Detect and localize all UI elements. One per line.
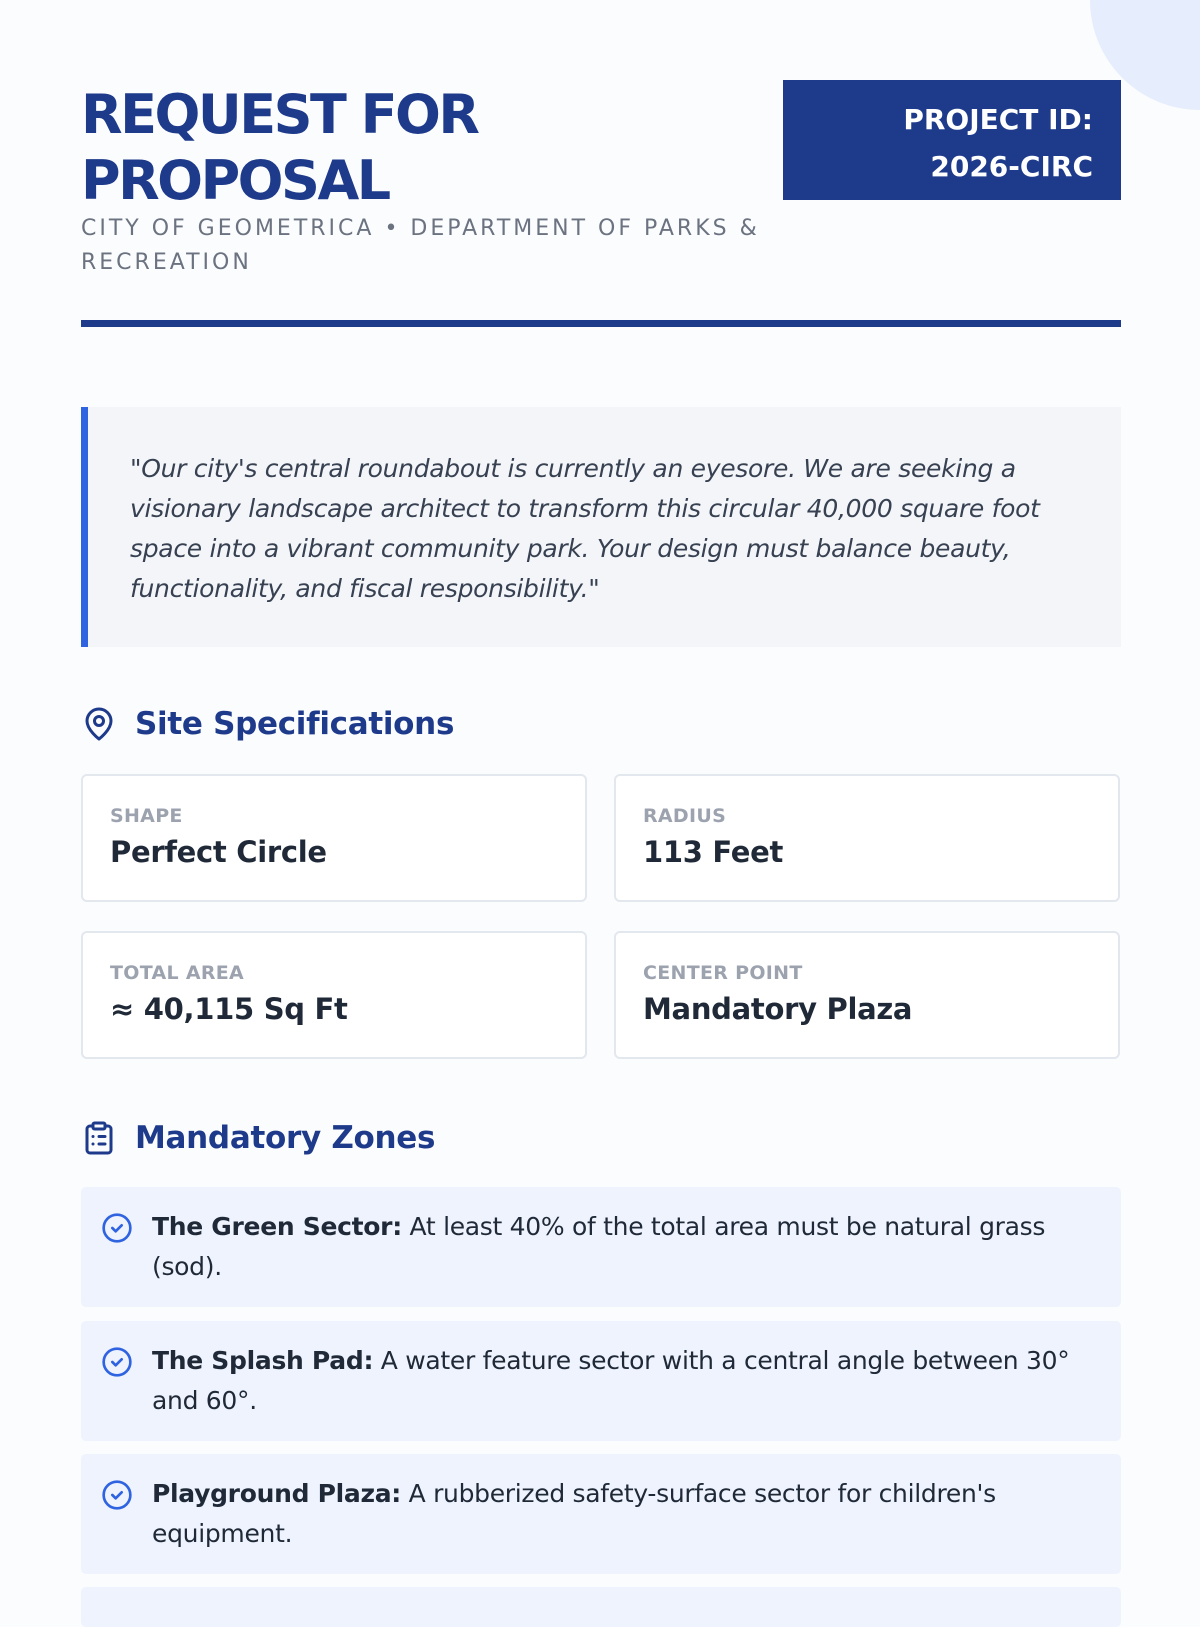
spec-card-radius <box>614 774 1120 902</box>
spec-value: 113 Feet <box>643 835 784 869</box>
zone-detail: At least 40% of the total area must be natural grass (sod). <box>152 1212 1046 1281</box>
spec-value: ≈ 40,115 Sq Ft <box>110 992 348 1026</box>
project-id-label: PROJECT ID: <box>903 103 1093 136</box>
project-id-badge <box>783 80 1121 200</box>
mandatory-zones-heading <box>81 1116 435 1160</box>
map-pin-icon <box>81 704 117 744</box>
mandatory-zones-title: Mandatory Zones <box>135 1120 436 1156</box>
zone-detail: A water feature sector with a central angle between 30° and 60°. <box>152 1346 1070 1415</box>
department-subtitle: CITY OF GEOMETRICA • DEPARTMENT OF PARKS & RECREATION <box>81 216 760 275</box>
header <box>81 0 1121 327</box>
rfp-document <box>81 0 1121 1548</box>
header-divider <box>81 320 1121 327</box>
zone-item-green-sector <box>81 1187 1121 1307</box>
check-circle-icon <box>101 1479 133 1516</box>
zone-description <box>152 1474 1091 1554</box>
clipboard-list-icon <box>81 1118 117 1158</box>
site-specifications-title: Site Specifications <box>135 706 455 742</box>
spec-label: TOTAL AREA <box>110 962 245 984</box>
zone-description <box>152 1341 1091 1421</box>
zone-item-partial <box>81 1587 1121 1627</box>
spec-label: SHAPE <box>110 805 183 827</box>
zone-detail: A rubberized safety-surface sector for children's equipment. <box>152 1479 996 1548</box>
spec-label: RADIUS <box>643 805 727 827</box>
spec-value: Mandatory Plaza <box>643 992 913 1026</box>
spec-label: CENTER POINT <box>643 962 803 984</box>
zone-item-playground-plaza <box>81 1454 1121 1574</box>
spec-value: Perfect Circle <box>110 835 327 869</box>
check-circle-icon <box>101 1346 133 1383</box>
spec-card-center-point <box>614 931 1120 1059</box>
project-quote: "Our city's central roundabout is currently an eyesore. We are seeking a visionary landscape architect to transform this circular 40,000 square foot space into a vibrant community park. Your design must balance beauty, functionality, and fiscal responsibility." <box>81 407 1121 647</box>
spec-card-total-area <box>81 931 587 1059</box>
site-specifications-heading <box>81 702 454 746</box>
zone-item-splash-pad <box>81 1321 1121 1441</box>
spec-card-shape <box>81 774 587 902</box>
zone-name: Playground Plaza: <box>152 1479 401 1508</box>
zone-name: The Splash Pad: <box>152 1346 374 1375</box>
check-circle-icon <box>101 1212 133 1249</box>
zone-name: The Green Sector: <box>152 1212 402 1241</box>
zone-description <box>152 1207 1091 1287</box>
page-title: REQUEST FOR PROPOSAL <box>81 83 478 212</box>
project-id-value: 2026-CIRC <box>930 150 1093 183</box>
